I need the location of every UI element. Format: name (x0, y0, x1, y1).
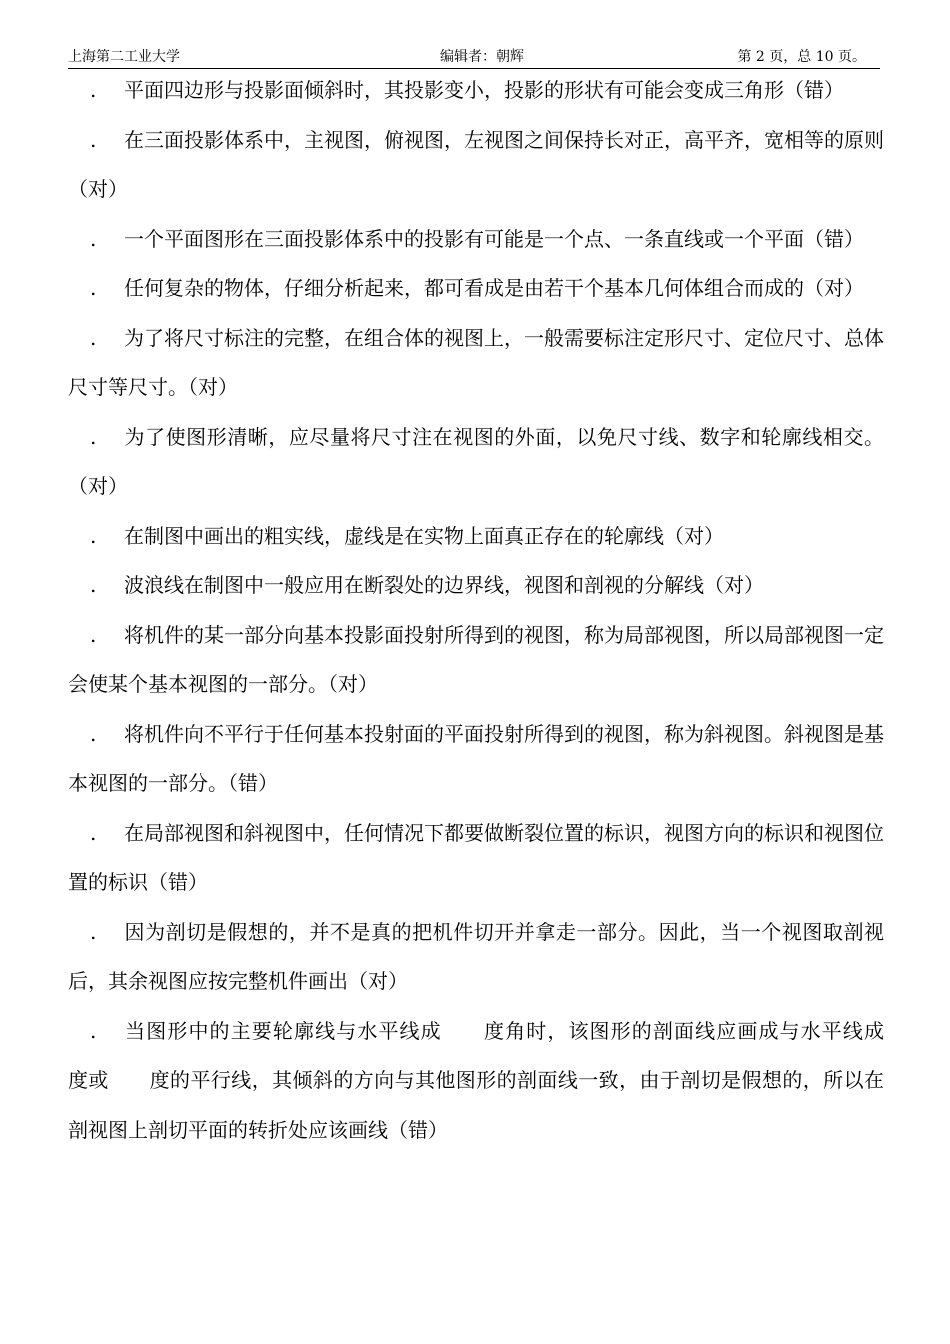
list-bullet: . (90, 276, 97, 300)
list-bullet: . (90, 1018, 97, 1043)
list-item (68, 314, 884, 413)
item-text: 将机件的某一部分向基本投影面投射所得到的视图，称为局部视图，所以局部视图一定会使某个基本视图的一部分。（对） (68, 622, 884, 696)
list-item (68, 264, 884, 314)
item-text: 波浪线在制图中一般应用在断裂处的边界线，视图和剖视的分解线（对） (124, 573, 764, 597)
list-bullet: . (90, 78, 97, 102)
document-body (68, 66, 924, 1155)
item-text: 平面四边形与投影面倾斜时，其投影变小，投影的形状有可能会变成三角形（错） (124, 78, 844, 102)
list-bullet: . (90, 820, 97, 845)
list-bullet: . (90, 325, 97, 350)
item-text: 为了使图形清晰，应尽量将尺寸注在视图的外面，以免尺寸线、数字和轮廓线相交。（对） (68, 424, 884, 498)
list-item (68, 809, 884, 908)
list-bullet: . (90, 523, 97, 548)
list-bullet: . (90, 721, 97, 746)
header-page-number: 第 2 页，总 10 页。 (737, 49, 866, 65)
list-item (68, 710, 884, 809)
list-item (68, 215, 884, 265)
list-bullet: . (90, 573, 97, 597)
list-bullet: . (90, 424, 97, 449)
item-text: 当图形中的主要轮廓线与水平线成 度角时，该图形的剖面线应画成与水平线成 度或 度的平行线，其倾斜的方向与其他图形的剖面线一致，由于剖切是假想的，所以在剖视图上剖切平面的转折处应该画线（错） (68, 1018, 924, 1142)
item-text: 在局部视图和斜视图中，任何情况下都要做断裂位置的标识，视图方向的标识和视图位置的标识（错） (68, 820, 884, 894)
header-editor: 编辑者：朝辉 (440, 49, 524, 65)
item-text: 在三面投影体系中，主视图，俯视图，左视图之间保持长对正，高平齐，宽相等的原则（对） (68, 127, 884, 201)
list-bullet: . (90, 226, 97, 251)
list-bullet: . (90, 622, 97, 647)
header-institution: 上海第二工业大学 (68, 49, 180, 65)
list-item (68, 413, 884, 512)
item-text: 因为剖切是假想的，并不是真的把机件切开并拿走一部分。因此，当一个视图取剖视后，其余视图应按完整机件画出（对） (68, 919, 884, 993)
item-text: 将机件向不平行于任何基本投射面的平面投射所得到的视图，称为斜视图。斜视图是基本视图的一部分。（错） (68, 721, 884, 795)
list-item (68, 611, 884, 710)
item-text: 为了将尺寸标注的完整，在组合体的视图上，一般需要标注定形尺寸、定位尺寸、总体尺寸等尺寸。（对） (68, 325, 884, 399)
item-text: 任何复杂的物体，仔细分析起来，都可看成是由若干个基本几何体组合而成的（对） (124, 276, 864, 300)
list-item (68, 116, 884, 215)
item-text: 在制图中画出的粗实线，虚线是在实物上面真正存在的轮廓线（对） (124, 523, 724, 548)
list-item (68, 1007, 924, 1156)
list-item (68, 66, 884, 116)
list-bullet: . (90, 127, 97, 152)
list-item (68, 512, 884, 562)
list-item (68, 561, 884, 611)
item-text: 一个平面图形在三面投影体系中的投影有可能是一个点、一条直线或一个平面（错） (124, 226, 864, 251)
list-bullet: . (90, 919, 97, 944)
list-item (68, 908, 884, 1007)
